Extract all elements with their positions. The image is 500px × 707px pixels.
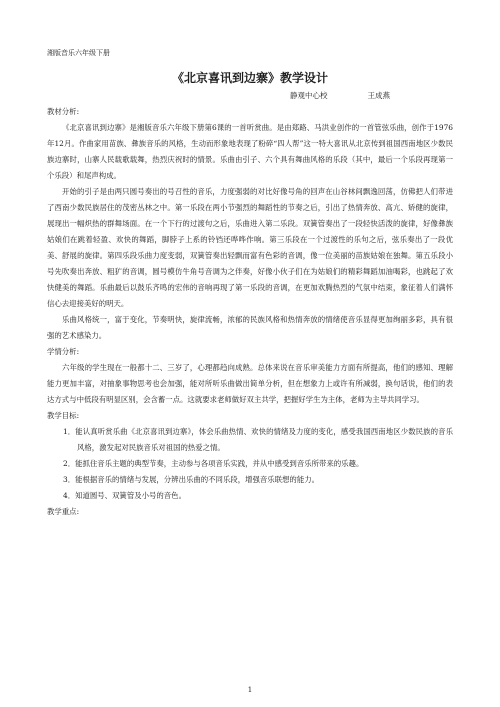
author-school: 静观中心校 bbox=[290, 91, 328, 100]
author-line bbox=[290, 90, 390, 101]
paragraph: 开始的引子是由两只圆号奏出的号召性的音乐，力度强弱的对比好像号角的回声在山谷林间飘逸回荡，仿佛把人们带进了西南少数民族居住的茂密丛林之中。第一乐段在两小节强烈的舞蹈性的节奏之后，引出了热情奔放、高亢、矫健的旋律，展现出一幅炽热的群舞场面。在一个下行的过渡句之后，乐曲进入第二乐段。双簧管奏出了一段轻快活泼的旋律，好像彝族姑娘们在跳着轻盈、欢快的舞蹈，脚脖子上系的铃铛还哗哗作响。第三乐段在一个过渡性的乐句之后，弦乐奏出了一段优美、舒展的旋律。第四乐段乐曲力度变弱，双簧管奏出轻飘而富有色彩的音调，像一位美丽的苗族姑娘在独舞。第五乐段小号先吹奏出奔放、粗犷的音调，圆号模仿牛角号音调为之伴奏，好像小伙子们在为姑娘们的精彩舞蹈加油喝彩，也跳起了欢快健美的舞蹈。乐曲最后以鼓乐齐鸣的宏伟的音响再现了第一乐段的音调，在更加欢腾热烈的气氛中结束，象征着人们满怀信心去迎接美好的明天。 bbox=[47, 187, 453, 308]
section-heading-material: 教材分析: bbox=[47, 107, 80, 116]
paragraph: 《北京喜讯到边寨》是湘版音乐六年级下册第6课的一首听赏曲。是由郑路、马洪业创作的一首管弦乐曲，创作于1976年12月。作曲家用苗族、彝族音乐的风格，生动而形象地表现了粉碎“四人帮”这一特大喜讯从北京传到祖国西南地区少数民族边寨时，山寨人民载歌载舞，热烈庆祝时的情景。乐曲由引子、六个具有舞曲风格的乐段（其中，最后一个乐段再现第一个乐段）和尾声构成。 bbox=[47, 123, 453, 180]
paragraph: 乐曲风格统一，富于变化，节奏明快，旋律流畅，浓郁的民族风格和热情奔放的情绪使音乐显得更加绚丽多彩，具有很强的艺术感染力。 bbox=[47, 315, 453, 340]
list-item: 3．能根据音乐的情绪与发展，分辨出乐曲的不同乐段，增强音乐联想的能力。 bbox=[63, 475, 319, 484]
section-heading-goals: 教学目标: bbox=[47, 411, 80, 420]
page-number: 1 bbox=[247, 686, 253, 694]
paragraph: 六年级的学生现在一般都十二、三岁了，心理都趋向成熟。总体来说在音乐审美能力方面有所提高，他们的感知、理解能力更加丰富，对抽象事物思考也会加强，能对所听乐曲做出简单分析，但在想象力上或许有所减弱，换句话说，他们的表达方式与中低段有明显区别，会含蓄一点。这就要求老师做好双主共学，把握好学生为主体，老师为主导共同学习。 bbox=[47, 363, 453, 404]
list-item: 4．知道圆号、双簧管及小号的音色。 bbox=[63, 491, 186, 500]
section-heading-students: 学情分析: bbox=[47, 347, 80, 356]
list-item: 2．能抓住音乐主题的典型节奏，主动参与各项音乐实践，并从中感受到音乐所带来的乐趣。 bbox=[63, 459, 364, 468]
document-body bbox=[47, 104, 453, 520]
author-name: 王成燕 bbox=[367, 91, 390, 100]
goals-list bbox=[47, 424, 453, 504]
section-heading-focus: 教学重点: bbox=[47, 507, 80, 516]
header-note: 湘版音乐六年级下册 bbox=[47, 49, 110, 57]
document-title: 《北京喜讯到边寨》教学设计 bbox=[171, 71, 328, 85]
list-item: 1．能认真听赏乐曲《北京喜讯到边寨》，体会乐曲热情、欢快的情绪及力度的变化，感受我国西南地区少数民族的音乐风格，激发起对民族音乐对祖国的热爱之情。 bbox=[63, 427, 453, 452]
